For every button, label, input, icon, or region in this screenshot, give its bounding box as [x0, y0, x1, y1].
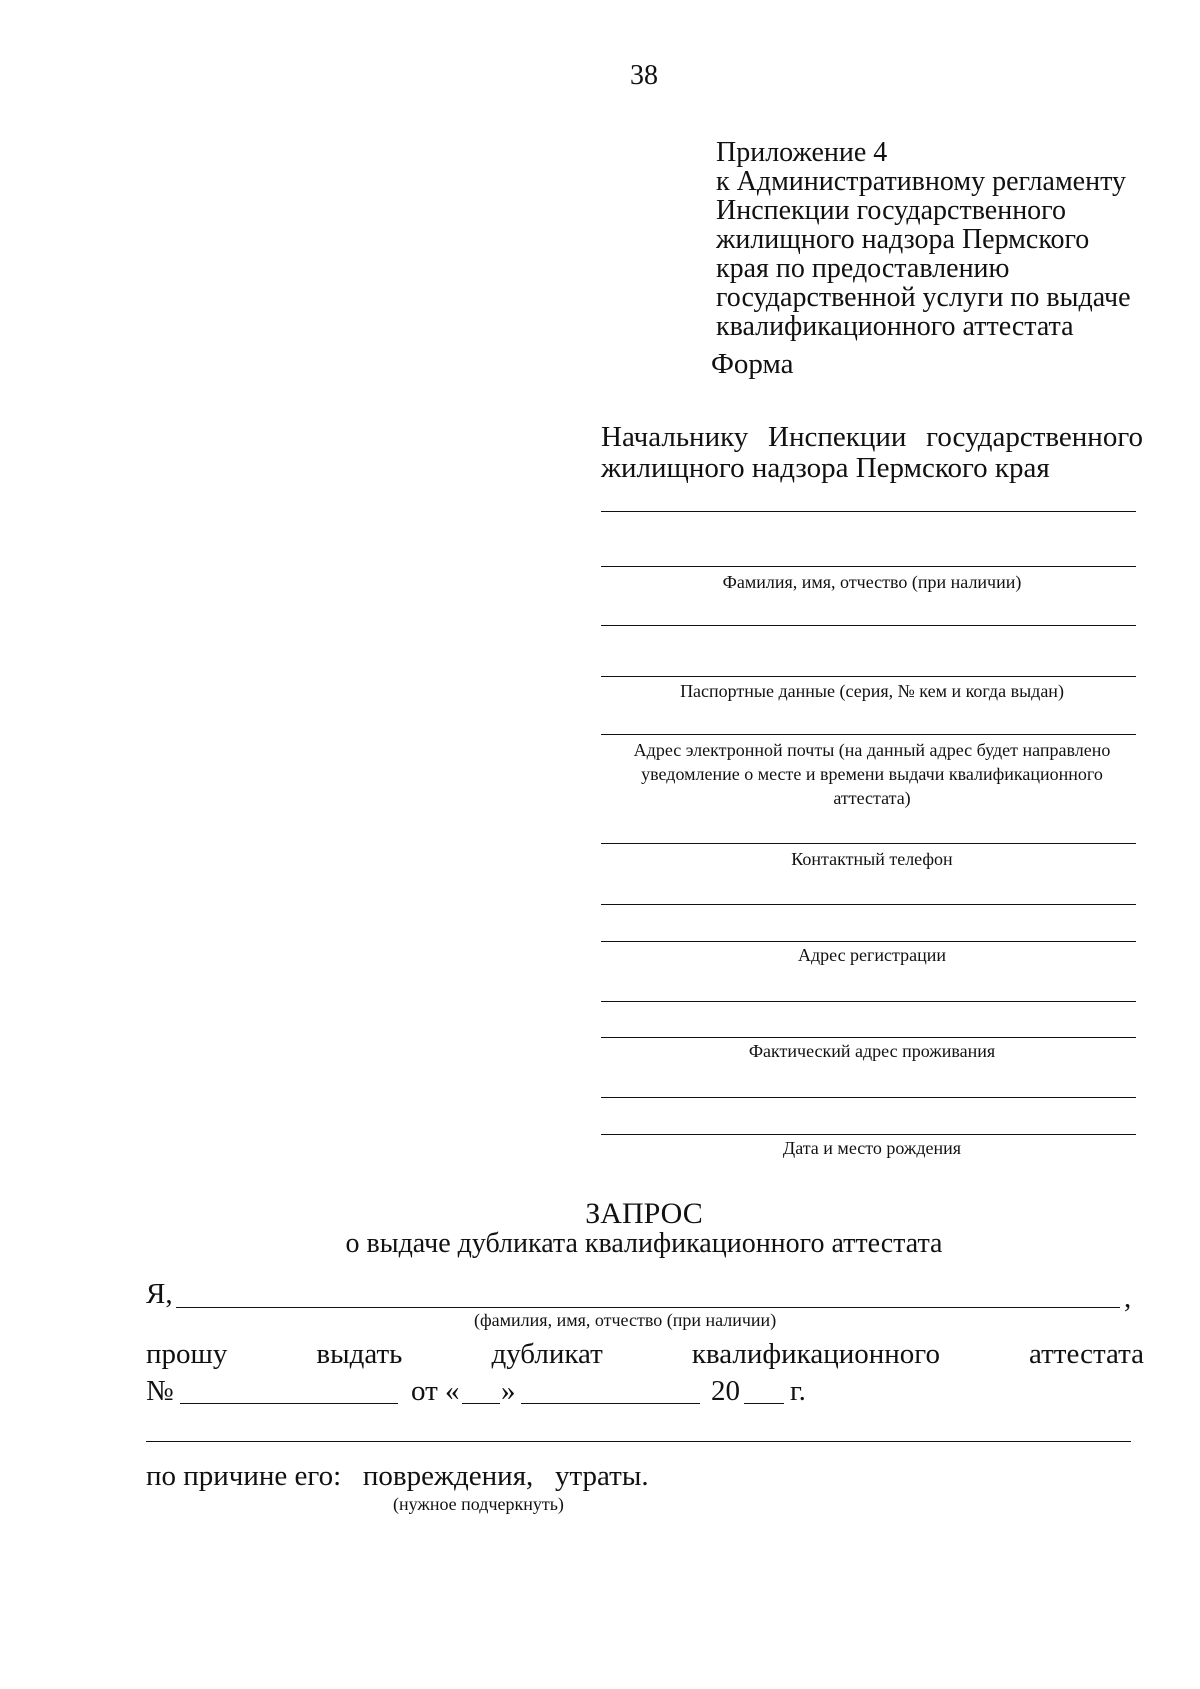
full-name-caption: Фамилия, имя, отчество (при наличии) [722, 572, 1022, 592]
full-name-line-1[interactable] [601, 511, 1136, 512]
phone-caption: Контактный телефон [791, 849, 953, 869]
appendix-heading [716, 138, 1186, 341]
actual-address-line-1[interactable] [601, 1001, 1136, 1002]
full-name-line-2[interactable] [601, 566, 1136, 567]
passport-line-1[interactable] [601, 625, 1136, 626]
underline-caption: (нужное подчеркнуть) [393, 1494, 564, 1514]
birth-line-1[interactable] [601, 1097, 1136, 1098]
actual-address-caption: Фактический адрес проживания [748, 1041, 996, 1061]
appendix-line: к Административному регламенту [716, 166, 1126, 197]
month-line[interactable] [521, 1403, 700, 1404]
appendix-line: Приложение 4 [716, 137, 888, 168]
appendix-line: государственной услуги по выдаче [716, 282, 1131, 313]
appendix-line: Инспекции государственного [716, 195, 1066, 226]
form-label: Форма [711, 348, 794, 380]
reason-text: по причине его: повреждения, утраты. [146, 1460, 649, 1492]
actual-address-line-2[interactable] [601, 1037, 1136, 1038]
registration-address-line-2[interactable] [601, 941, 1136, 942]
addressee-line: жилищного надзора Пермского края [601, 452, 1050, 484]
number-sign: № [146, 1375, 174, 1407]
request-word: дубликат [491, 1338, 603, 1370]
request-subtitle: о выдаче дубликата квалификационного аттестата [345, 1228, 943, 1259]
page-number: 38 [630, 60, 658, 91]
birth-caption: Дата и место рождения [782, 1138, 962, 1158]
registration-address-caption: Адрес регистрации [797, 945, 947, 965]
request-word: аттестата [1029, 1338, 1144, 1370]
request-word: прошу [146, 1338, 228, 1370]
request-title: ЗАПРОС [585, 1197, 703, 1230]
passport-caption: Паспортные данные (серия, № кем и когда выдан) [680, 681, 1064, 701]
year-prefix: 20 [711, 1375, 740, 1407]
addressee-block [601, 422, 1143, 484]
certificate-number-line[interactable] [180, 1403, 398, 1404]
appendix-line: края по предоставлению [716, 253, 1010, 284]
comma: , [1124, 1282, 1132, 1314]
email-line[interactable] [601, 734, 1136, 735]
ya-label: Я, [146, 1278, 173, 1310]
request-word: выдать [316, 1338, 403, 1370]
phone-line[interactable] [601, 843, 1136, 844]
registration-address-line-1[interactable] [601, 904, 1136, 905]
birth-line-2[interactable] [601, 1134, 1136, 1135]
year-line[interactable] [744, 1403, 784, 1404]
appendix-line: квалификационного аттестата [716, 311, 1074, 342]
request-sentence [146, 1338, 1144, 1370]
day-line[interactable] [462, 1403, 500, 1404]
email-caption: Адрес электронной почты (на данный адрес будет направлено уведомление о месте и времени выдачи квалификационного аттестата) [633, 740, 1111, 808]
applicant-name-line[interactable] [176, 1307, 1120, 1308]
applicant-name-caption: (фамилия, имя, отчество (при наличии) [474, 1310, 777, 1330]
passport-line-2[interactable] [601, 676, 1136, 677]
from-label: от « [411, 1375, 460, 1407]
appendix-line: жилищного надзора Пермского [716, 224, 1090, 255]
extra-line[interactable] [146, 1441, 1131, 1442]
year-suffix: г. [790, 1375, 806, 1407]
close-quote: » [501, 1375, 516, 1407]
addressee-line: Начальнику Инспекции государственного [601, 421, 1143, 453]
request-word: квалификационного [691, 1338, 940, 1370]
